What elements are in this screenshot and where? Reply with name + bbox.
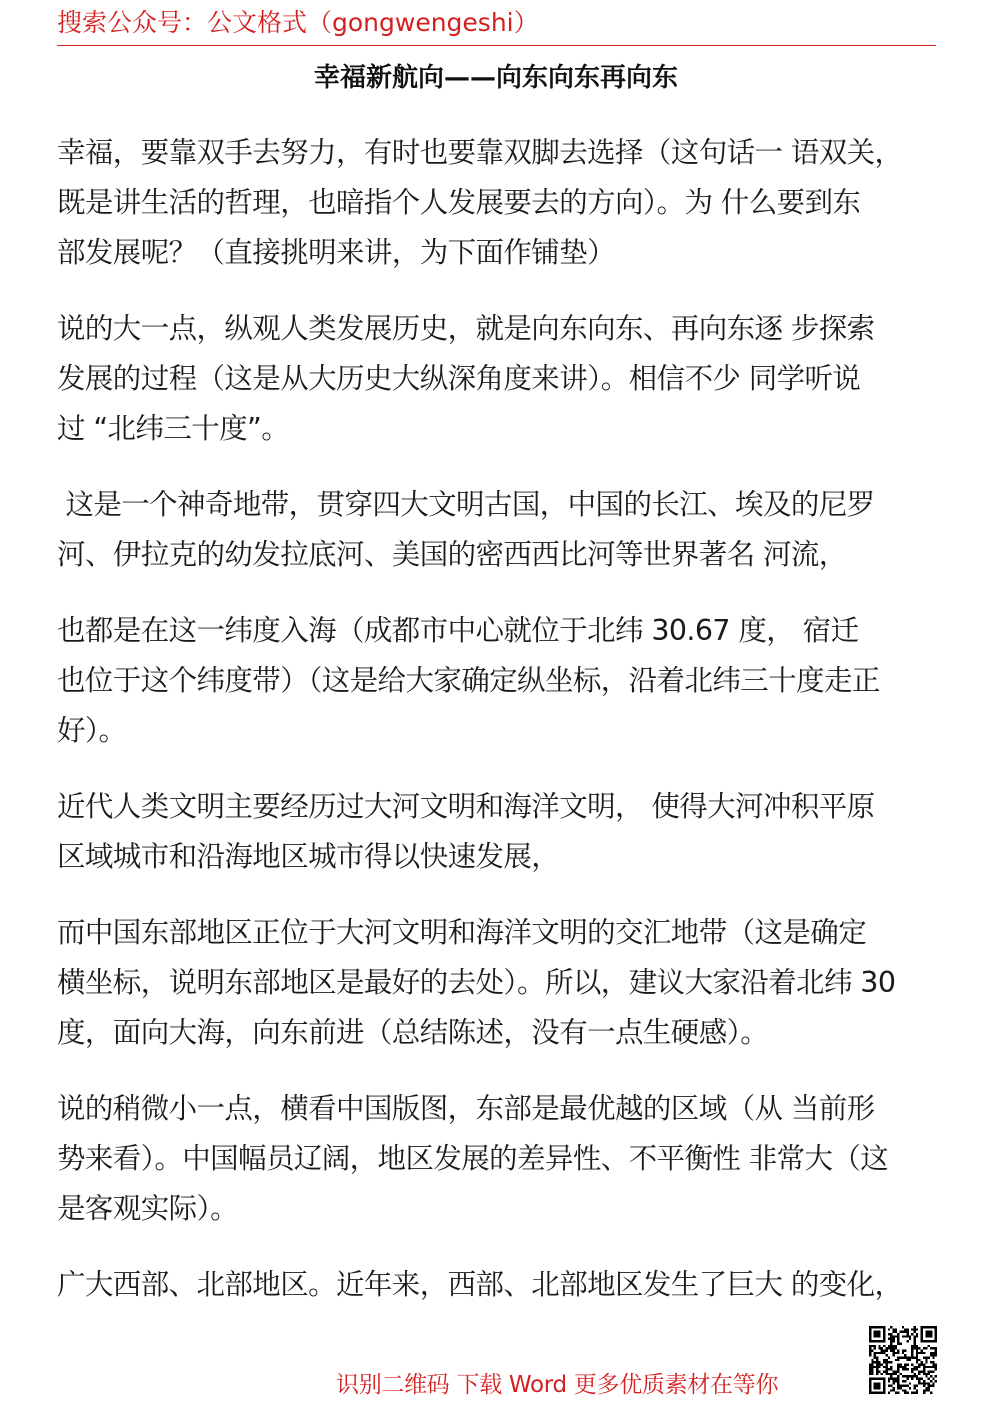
text-line: 横坐标，说明东部地区是最好的去处）。所以，建议大家沿着北纬 30 bbox=[57, 966, 896, 999]
text-line: 发展的过程（这是从大历史大纵深角度来讲）。相信不少 同学听说 bbox=[57, 362, 861, 395]
text-line: 是客观实际）。 bbox=[57, 1192, 239, 1225]
header-divider bbox=[57, 45, 936, 46]
text-line: 区域城市和沿海地区城市得以快速发展， bbox=[57, 840, 560, 873]
text-line: 这是一个神奇地带，贯穿四大文明古国，中国的长江、埃及的尼罗 bbox=[57, 488, 875, 521]
paragraph bbox=[57, 1260, 942, 1310]
qr-code-icon[interactable] bbox=[869, 1326, 937, 1394]
text-line: 也位于这个纬度带）（这是给大家确定纵坐标，沿着北纬三十度走正 bbox=[57, 664, 880, 697]
text-line: 而中国东部地区正位于大河文明和海洋文明的交汇地带（这是确定 bbox=[57, 916, 867, 949]
paragraph bbox=[57, 782, 942, 882]
text-line: 说的大一点，纵观人类发展历史，就是向东向东、再向东逐 步探索 bbox=[57, 312, 875, 345]
text-line: 度，面向大海，向东前进（总结陈述，没有一点生硬感）。 bbox=[57, 1016, 769, 1049]
document-title: 幸福新航向——向东向东再向东 bbox=[313, 63, 678, 93]
text-line: 好）。 bbox=[57, 714, 127, 747]
text-line: 说的稍微小一点，横看中国版图，东部是最优越的区域（从 当前形 bbox=[57, 1092, 875, 1125]
text-line: 幸福，要靠双手去努力，有时也要靠双脚去选择（这句话一 语双关， bbox=[57, 136, 903, 169]
text-line: 势来看）。中国幅员辽阔，地区发展的差异性、不平衡性 非常大（这 bbox=[57, 1142, 889, 1175]
text-line: 部发展呢？（直接挑明来讲，为下面作铺垫） bbox=[57, 236, 616, 269]
paragraph bbox=[57, 128, 942, 278]
paragraph bbox=[57, 908, 942, 1058]
paragraph bbox=[57, 606, 942, 756]
text-line: 也都是在这一纬度入海（成都市中心就位于北纬 30.67 度， 宿迁 bbox=[57, 614, 859, 647]
paragraph bbox=[57, 480, 942, 580]
text-line: 近代人类文明主要经历过大河文明和海洋文明， 使得大河冲积平原 bbox=[57, 790, 875, 823]
text-line: 既是讲生活的哲理，也暗指个人发展要去的方向）。为 什么要到东 bbox=[57, 186, 861, 219]
header-source-label: 搜索公众号：公文格式（gongwengeshi） bbox=[57, 8, 539, 37]
text-line: 过 “北纬三十度”。 bbox=[57, 412, 290, 445]
footer-promo-text: 识别二维码 下载 Word 更多优质素材在等你 bbox=[336, 1372, 779, 1398]
paragraph bbox=[57, 304, 942, 454]
text-line: 广大西部、北部地区。近年来，西部、北部地区发生了巨大 的变化， bbox=[57, 1268, 903, 1301]
text-line: 河、伊拉克的幼发拉底河、美国的密西西比河等世界著名 河流， bbox=[57, 538, 847, 571]
paragraph bbox=[57, 1084, 942, 1234]
document-body bbox=[57, 128, 942, 1336]
